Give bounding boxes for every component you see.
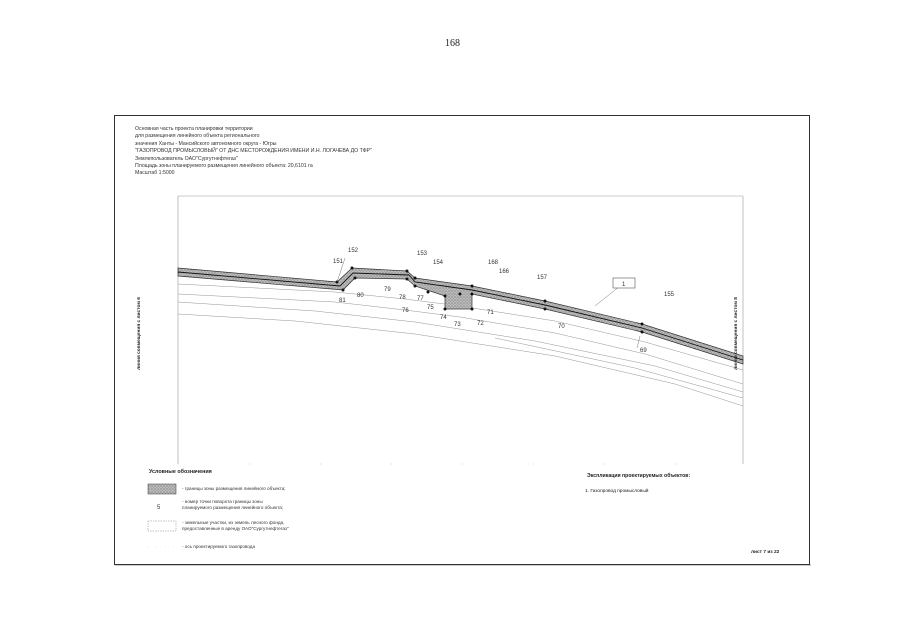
right-match-line-label: линия совмещения с листом 8 xyxy=(733,297,739,370)
point-label-77: 77 xyxy=(417,296,424,302)
legend-hatch-symbol xyxy=(148,484,176,494)
point-label-71: 71 xyxy=(487,310,494,316)
drawing-sheet xyxy=(114,115,810,565)
point-label-75: 75 xyxy=(427,305,434,311)
point-label-152: 152 xyxy=(348,248,359,254)
point-label-81: 81 xyxy=(339,298,346,304)
point-label-151: 151 xyxy=(333,259,344,265)
point-label-80: 80 xyxy=(357,293,364,299)
legend-point-symbol: 5 xyxy=(157,505,161,511)
left-match-line-label: линия совмещения с листом 6 xyxy=(136,297,142,370)
point-label-155: 155 xyxy=(664,292,675,298)
point-label-72: 72 xyxy=(477,321,484,327)
header-line: Площадь зоны планируемого размещения линейного объекта: 20,6101 га xyxy=(135,162,313,169)
point-label-73: 73 xyxy=(454,322,461,328)
point-label-79: 79 xyxy=(384,287,391,293)
point-label-153: 153 xyxy=(417,251,428,257)
header-line: Основная часть проекта планировки территории xyxy=(135,126,253,132)
point-label-166: 166 xyxy=(499,269,510,275)
legend-item: - ось проектируемого газопровода xyxy=(182,544,255,549)
legend-title: Условные обозначения xyxy=(149,469,212,475)
point-label-157: 157 xyxy=(537,275,548,281)
header-line: для размещения линейного объекта регионального xyxy=(135,133,260,140)
drawing-header xyxy=(135,126,372,178)
point-label-70: 70 xyxy=(558,324,565,330)
sheet-number: лист 7 из 22 xyxy=(751,550,780,555)
page-number: 168 xyxy=(445,38,460,49)
legend-item: - номер точки поворота границы зоны xyxy=(182,499,263,504)
linear-object-zone xyxy=(178,268,743,364)
header-line: Землепользователь ОАО"Сургутнефтегаз" xyxy=(135,155,238,162)
point-label-74: 74 xyxy=(440,315,447,321)
legend-item: - земельные участки, из земель лесного фонда, xyxy=(182,520,285,525)
header-line: значения Ханты - Мансийского автономного округа - Югры xyxy=(135,140,277,147)
point-label-76: 76 xyxy=(402,308,409,314)
point-label-78: 78 xyxy=(399,295,406,301)
legend-item: планируемого размещения линейного объекта; xyxy=(182,505,284,510)
header-line: Масштаб 1:5000 xyxy=(135,170,175,177)
point-label-154: 154 xyxy=(433,260,444,266)
legend-forest-symbol xyxy=(148,521,176,531)
callout-number: 1 xyxy=(622,282,626,288)
legend-item: - границы зоны размещения линейного объекта; xyxy=(182,486,286,491)
explication-title: Экспликация проектируемых объектов: xyxy=(587,473,691,479)
point-label-69: 69 xyxy=(640,348,647,354)
legend-item: предоставленные в аренду ОАО"Сургутнефтегаз" xyxy=(182,526,289,531)
header-line: "ГАЗОПРОВОД ПРОМЫСЛОВЫЙ" ОТ ДНС МЕСТОРОЖДЕНИЯ ИМЕНИ И.Н. ЛОГАЧЕВА ДО ТФР" xyxy=(135,148,372,155)
explication-item: 1. Газопровод промысловый xyxy=(585,489,649,494)
point-label-168: 168 xyxy=(488,260,499,266)
